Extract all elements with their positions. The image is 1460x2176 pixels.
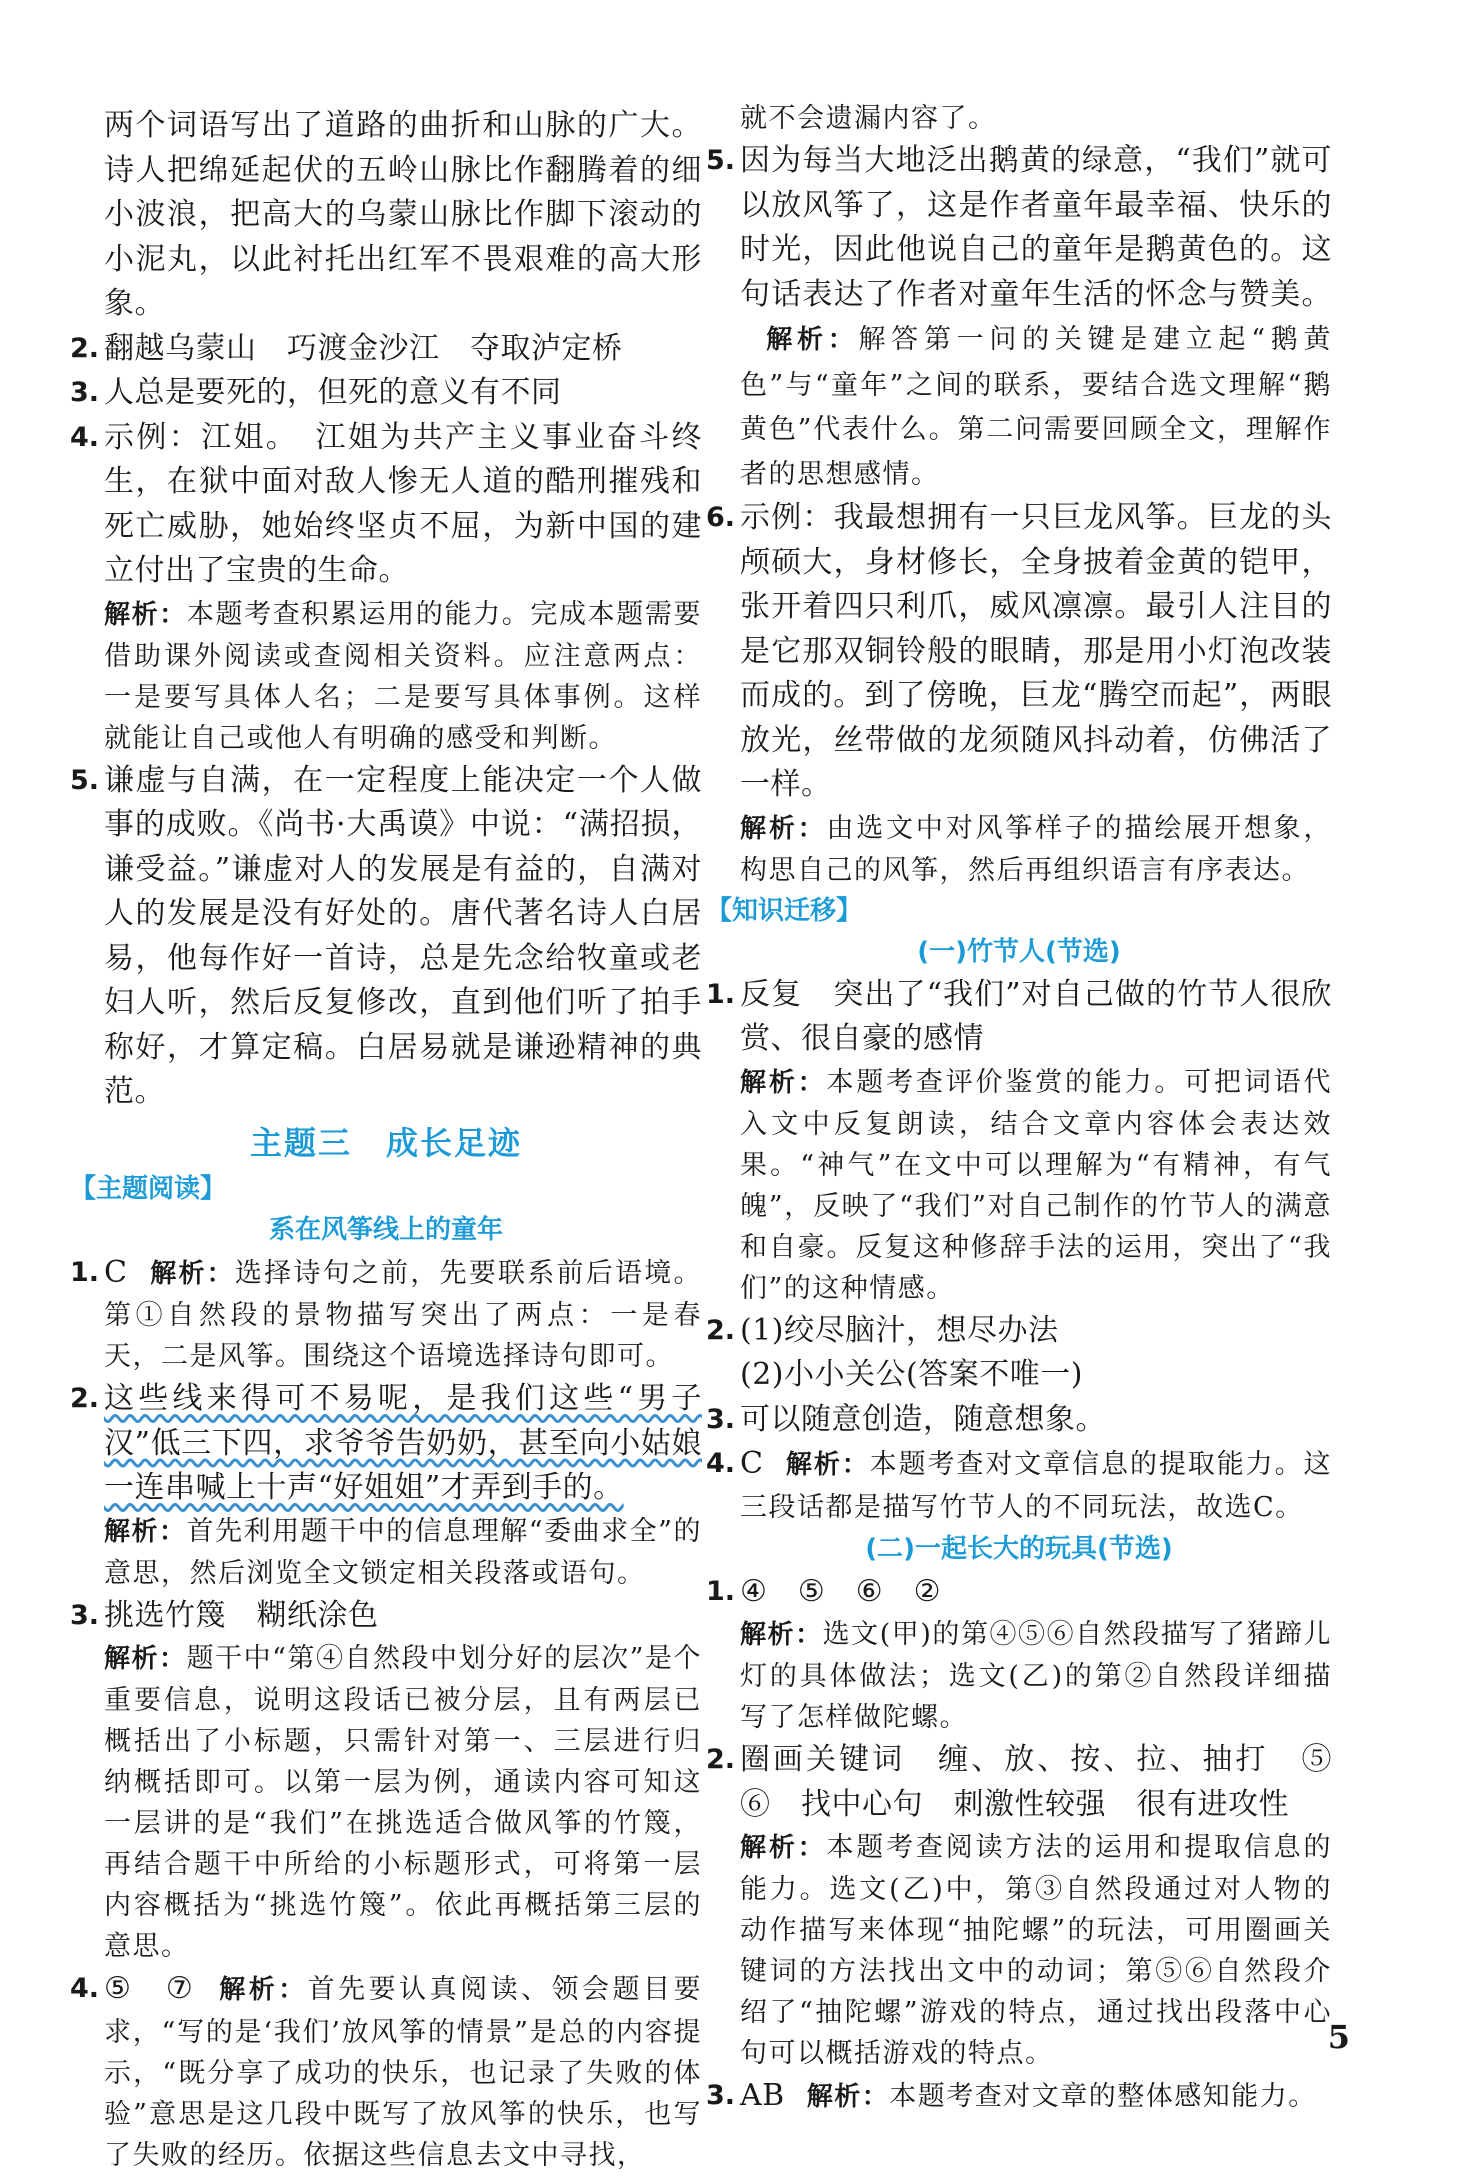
explanation-text: 本题考查对文章的整体感知能力。 xyxy=(889,2081,1317,2112)
transfer-1-question-4 xyxy=(706,1442,1332,1528)
question-number: 3. xyxy=(70,377,100,408)
right-column xyxy=(706,98,1363,2119)
article-question-5 xyxy=(706,139,1332,496)
answer-text: C xyxy=(104,1254,128,1290)
sub-article-title-2: (二)一起长大的玩具(节选) xyxy=(865,1533,1173,1564)
answer-text: 这些线来得可不易呢，是我们这些“男子汉”低三下四，求爷爷告奶奶，甚至向小姑娘一连串喊上十声“好姐姐”才弄到手的。 xyxy=(104,1381,702,1505)
question-number: 4. xyxy=(70,421,100,453)
explanation-label: 解析： xyxy=(740,813,827,844)
explanation-label: 解析： xyxy=(806,2082,890,2112)
explanation-text: 本题考查积累运用的能力。完成本题需要借助课外阅读或查阅相关资料。应注意两点：一是要写具体人名；二是要写具体事例。这样就能让自己或他人有明确的感受和判断。 xyxy=(104,598,702,754)
answer-with-explanation xyxy=(104,1251,702,1378)
answer-text: 人总是要死的，但死的意义有不同 xyxy=(104,375,562,410)
article-question-4 xyxy=(70,1967,702,2176)
answer-with-explanation xyxy=(740,1442,1332,1528)
explanation-label: 解析： xyxy=(104,1516,187,1547)
explanation-text: 解答第一问的关键是建立起“鹅黄色”与“童年”之间的联系，要结合选文理解“鹅黄色”代表什么。第二问需要回顾全文，理解作者的思想感情。 xyxy=(740,324,1332,490)
explanation-text: 选择诗句之前，先要联系前后语境。第①自然段的景物描写突出了两点：一是春天，二是风筝。围绕这个语境选择诗句即可。 xyxy=(104,1257,702,1372)
explanation-text: 本题考查对文章信息的提取能力。这三段话都是描写竹节人的不同玩法，故选C。 xyxy=(740,1449,1332,1523)
explanation-label: 解析： xyxy=(104,599,187,630)
answer-text: 翻越乌蒙山 巧渡金沙江 夺取泸定桥 xyxy=(104,330,623,366)
answer-text: 圈画关键词 缠、放、按、拉、抽打 ⑤ ⑥ 找中心句 刺激性较强 很有进攻性 xyxy=(740,1742,1363,1822)
answer-text: C xyxy=(740,1446,764,1481)
article-question-1 xyxy=(70,1251,702,1378)
answer-line-2: (2)小小关公(答案不唯一) xyxy=(740,1357,1083,1392)
transfer-2-question-1 xyxy=(706,1570,1332,1739)
explanation xyxy=(104,1638,702,1967)
answer-text: 反复 突出了“我们”对自己做的竹节人很欣赏、很自豪的感情 xyxy=(740,976,1332,1056)
explanation-label: 解析： xyxy=(785,1450,870,1480)
section-tag-knowledge-transfer: 【知识迁移】 xyxy=(706,895,863,926)
question-number: 3. xyxy=(706,1403,736,1435)
explanation xyxy=(104,1511,702,1594)
answer-with-explanation xyxy=(740,139,1332,496)
explanation xyxy=(740,808,1332,891)
explanation xyxy=(740,1614,1332,1738)
explanation xyxy=(104,594,702,759)
transfer-1-question-2 xyxy=(706,1309,1332,1398)
question-number: 2. xyxy=(70,1383,100,1414)
answer-text: ④ ⑤ ⑥ ② xyxy=(740,1573,942,1609)
explanation-label: 解析： xyxy=(740,1620,823,1650)
explanation-label: 解析： xyxy=(740,1067,827,1098)
answer-with-explanation xyxy=(104,1967,702,2176)
explanation-text: 首先要认真阅读、领会题目要求，“写的是‘我们’放风筝的情景”是总的内容提示，“既分享了成功的快乐，也记录了失败的体验”意思是这几段中既写了放风筝的快乐，也写了失败的经历。依据这些信息去文中寻找， xyxy=(104,1974,702,2171)
question-number: 2. xyxy=(70,332,100,364)
question-number: 5. xyxy=(70,764,100,796)
question-number: 1. xyxy=(70,1256,100,1288)
explanation-text: 首先利用题干中的信息理解“委曲求全”的意思，然后浏览全文锁定相关段落或语句。 xyxy=(104,1515,702,1589)
answer-line-1: (1)绞尽脑汁，想尽办法 xyxy=(740,1312,1059,1348)
question-4 xyxy=(70,416,702,759)
question-2 xyxy=(70,327,702,372)
answer-text: 可以随意创造，随意想象。 xyxy=(740,1401,1106,1437)
question-number: 6. xyxy=(706,502,736,533)
explanation-label: 解析： xyxy=(149,1258,235,1289)
explanation-label: 解析： xyxy=(762,325,859,355)
question-number: 3. xyxy=(706,2080,736,2111)
article-question-6 xyxy=(706,496,1332,891)
answer-text: 挑选竹篾 糊纸涂色 xyxy=(104,1597,379,1633)
question-number: 1. xyxy=(706,1575,736,1607)
transfer-1-question-3 xyxy=(706,1398,1332,1443)
section-tag-theme-reading: 【主题阅读】 xyxy=(70,1173,227,1204)
question-number: 4. xyxy=(706,1448,736,1479)
question-5 xyxy=(70,759,702,1115)
theme-title: 主题三 成长足迹 xyxy=(249,1123,522,1162)
explanation-text: 选文(甲)的第④⑤⑥自然段描写了猪蹄儿灯的具体做法；选文(乙)的第②自然段详细描写了怎样做陀螺。 xyxy=(740,1619,1332,1733)
explanation-label: 解析： xyxy=(740,1833,827,1863)
answer-text: 因为每当大地泛出鹅黄的绿意，“我们”就可以放风筝了，这是作者童年最幸福、快乐的时光，因此他说自己的童年是鹅黄色的。这句话表达了作者对童年生活的怀念与赞美。 xyxy=(740,143,1332,312)
answer-text: 谦虚与自满，在一定程度上能决定一个人做事的成败。《尚书·大禹谟》中说：“满招损，谦受益。”谦虚对人的发展是有益的，自满对人的发展是没有好处的。唐代著名诗人白居易，他每作好一首诗，总是先念给牧童或老妇人听，然后反复修改，直到他们听了拍手称好，才算定稿。白居易就是谦逊精神的典范。 xyxy=(104,762,702,1109)
sub-article-title-1: (一)竹节人(节选) xyxy=(917,936,1121,967)
answer-text: 示例：江姐。 江姐为共产主义事业奋斗终生，在狱中面对敌人惨无人道的酷刑摧残和死亡威胁，她始终坚贞不屈，为新中国的建立付出了宝贵的生命。 xyxy=(104,419,702,588)
intro-paragraph: 两个词语写出了道路的曲折和山脉的广大。诗人把绵延起伏的五岭山脉比作翻腾着的细小波浪，把高大的乌蒙山脉比作脚下滚动的小泥丸，以此衬托出红军不畏艰难的高大形象。 xyxy=(104,108,702,321)
page-number: 5 xyxy=(1327,2018,1350,2056)
answer-text: ⑤ ⑦ xyxy=(104,1971,196,2006)
transfer-2-question-2 xyxy=(706,1738,1363,2074)
explanation-text: 本题考查评价鉴赏的能力。可把词语代入文中反复朗读，结合文章内容体会表达效果。“神气”在文中可以理解为“有精神，有气魄”，反映了“我们”对自己制作的竹节人的满意和自豪。反复这种修辞手法的运用，突出了“我们”的这种情感。 xyxy=(740,1066,1332,1304)
answer-with-explanation xyxy=(740,2074,1332,2119)
article-title: 系在风筝线上的童年 xyxy=(268,1214,503,1245)
explanation-text: 题干中“第④自然段中划分好的层次”是个重要信息，说明这段话已被分层，且有两层已概括出了小标题，只需针对第一、三层进行归纳概括即可。以第一层为例，通读内容可知这一层讲的是“我们”在挑选适合做风筝的竹篾，再结合题干中所给的小标题形式，可将第一层内容概括为“挑选竹篾”。依此再概括第三层的意思。 xyxy=(104,1643,702,1962)
question-3 xyxy=(70,371,702,416)
explanation xyxy=(740,1827,1332,2074)
transfer-2-question-3 xyxy=(706,2074,1332,2119)
article-question-2 xyxy=(70,1377,702,1594)
left-column xyxy=(70,104,702,2176)
question-number: 3. xyxy=(70,1599,100,1631)
question-number: 5. xyxy=(706,145,736,176)
answer-text: 示例：我最想拥有一只巨龙风筝。巨龙的头颅硕大，身材修长，全身披着金黄的铠甲，张开着四只利爪，威风凛凛。最引人注目的是它那双铜铃般的眼睛，那是用小灯泡改装而成的。到了傍晚，巨龙“腾空而起”，两眼放光，丝带做的龙须随风抖动着，仿佛活了一样。 xyxy=(740,500,1332,802)
question-number: 2. xyxy=(706,1744,736,1775)
question-number: 4. xyxy=(70,1973,100,2004)
continued-text: 就不会遗漏内容了。 xyxy=(740,103,997,134)
question-number: 1. xyxy=(706,978,736,1010)
transfer-1-question-1 xyxy=(706,973,1332,1309)
explanation-label: 解析： xyxy=(104,1644,187,1674)
question-number: 2. xyxy=(706,1314,736,1346)
explanation-text: 本题考查阅读方法的运用和提取信息的能力。选文(乙)中，第③自然段通过对人物的动作描写来体现“抽陀螺”的玩法，可用圈画关键词的方法找出文中的动词；第⑤⑥自然段介绍了“抽陀螺”游戏的特点，通过找出段落中心句可以概括游戏的特点。 xyxy=(740,1832,1332,2069)
explanation-label: 解析： xyxy=(217,1975,308,2005)
explanation xyxy=(740,1062,1332,1309)
answer-text: AB xyxy=(740,2078,785,2113)
explanation-text: 由选文中对风筝样子的描绘展开想象，构思自己的风筝，然后再组织语言有序表达。 xyxy=(740,812,1332,886)
article-question-3 xyxy=(70,1594,702,1968)
